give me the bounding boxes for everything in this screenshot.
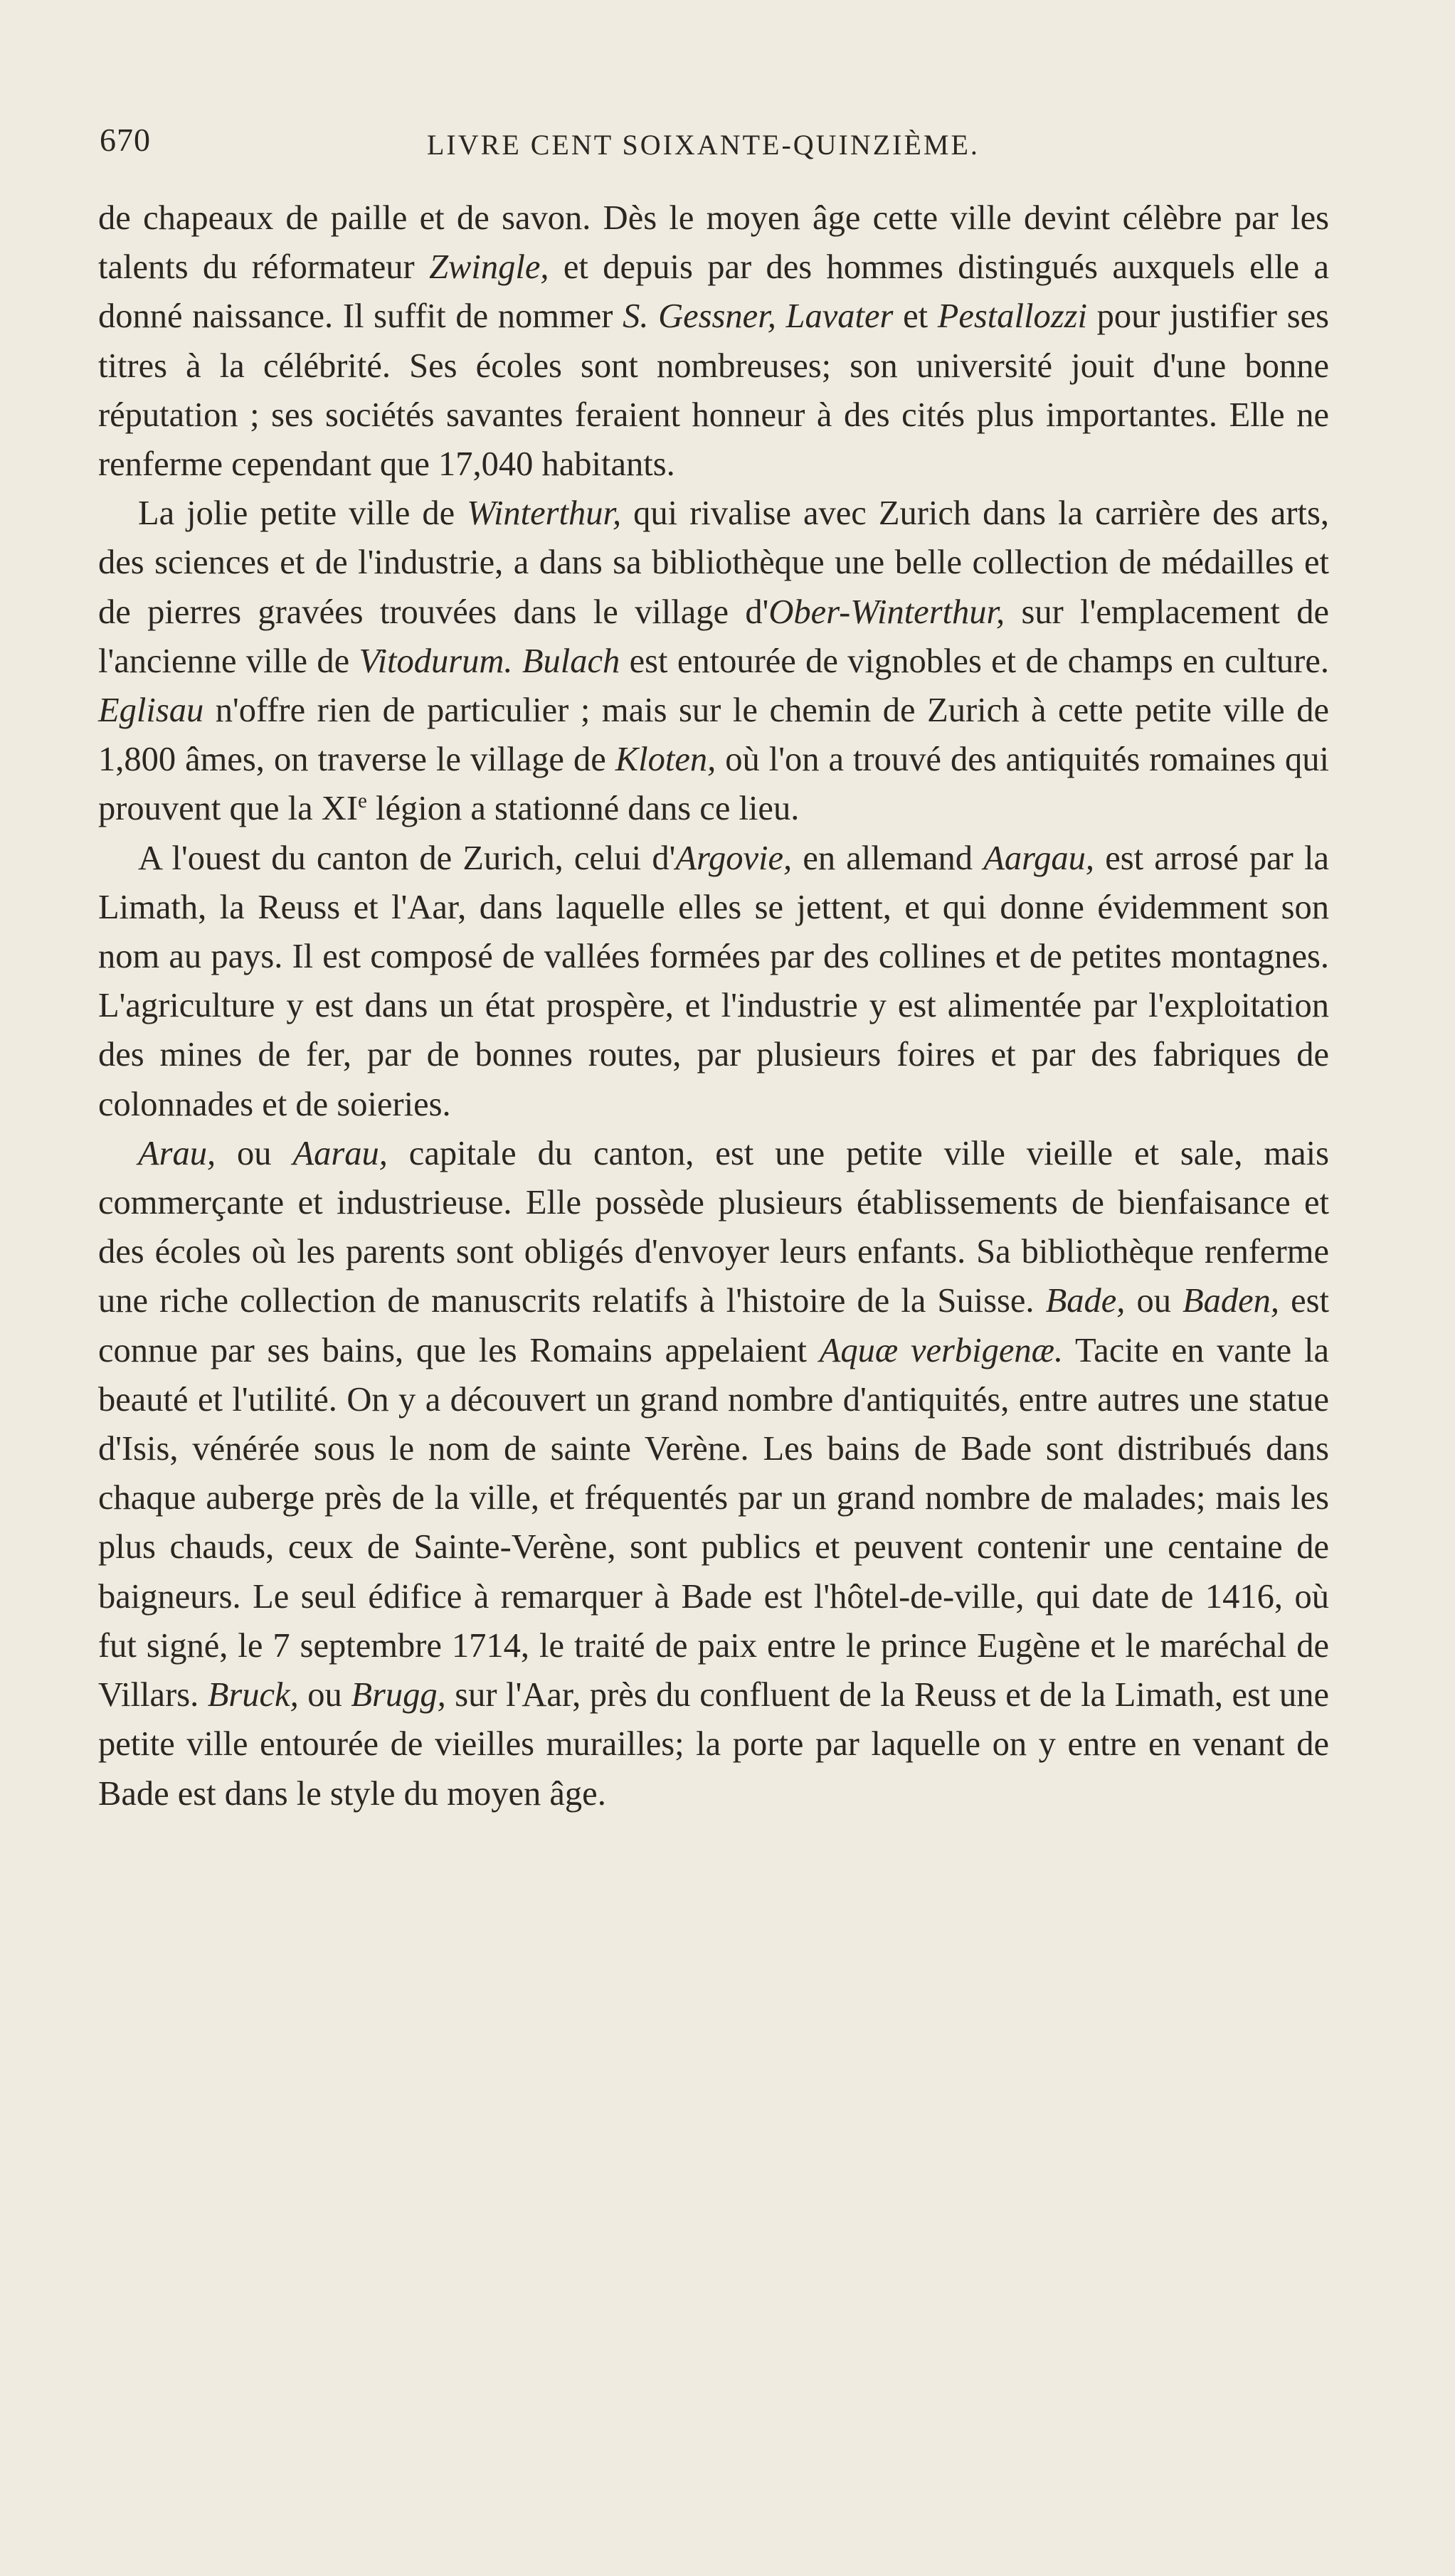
body-text (98, 194, 1329, 1818)
italic-run: Bruck, (207, 1676, 299, 1714)
text-run: et (893, 297, 938, 336)
italic-run: Eglisau (98, 691, 204, 730)
italic-run: Aquæ verbigenæ. (819, 1331, 1064, 1369)
text-run: n'offre rien de particulier ; mais sur le chemin de Zurich à cette petite ville de 1,800 âmes, on traverse le village de (98, 691, 1329, 779)
text-run: légion a stationné dans ce lieu. (366, 790, 800, 828)
italic-run: S. Gessner, Lavater (623, 297, 894, 336)
italic-run: Ober-Winterthur, (768, 593, 1005, 631)
text-run: ou (298, 1676, 351, 1714)
italic-run: Arau, (138, 1134, 216, 1172)
italic-run: Argovie, (675, 839, 793, 877)
text-run: Tacite en vante la beauté et l'utilité. On y a découvert un grand nombre d'antiquités, entre autres une statue d'Isis, vénérée sous le nom de sainte Verène. Les bains de Bade sont distribués dans chaque auberge près de la ville, et fréquentés par un grand nombre de malades; mais les plus chauds, ceux de Sainte-Verène, sont publics et peuvent contenir une centaine de baigneurs. Le seul édifice à remarquer à Bade est l'hôtel-de-ville, qui date de 1416, où fut signé, le 7 septembre 1714, le traité de paix entre le prince Eugène et le maréchal de Villars. (98, 1331, 1329, 1714)
text-run: est arrosé par la Limath, la Reuss et l'Aar, dans laquelle elles se jettent, et qui donne évidemment son nom au pays. Il est composé de vallées formées par des collines et de petites montagnes. L'agriculture y est dans un état prospère, et l'industrie y est alimentée par l'exploitation des mines de fer, par de bonnes routes, par plusieurs foires et par des fabriques de colonnades et de soieries. (98, 839, 1330, 1123)
text-run: où l'on a trouvé des antiquités romaines qui prouvent que la XI (98, 741, 1330, 828)
paragraph (98, 834, 1329, 1129)
italic-run: Zwingle, (429, 248, 549, 287)
text-run: qui rivalise avec Zurich dans la carrière des arts, des sciences et de l'industrie, a dans sa bibliothèque une belle collection de médailles et de pierres gravées trouvées dans le village d' (98, 494, 1330, 631)
italic-run: Bade, (1045, 1282, 1126, 1320)
italic-run: Winterthur, (467, 494, 622, 533)
running-title: LIVRE CENT SOIXANTE-QUINZIÈME. (427, 129, 980, 161)
page-header (0, 121, 1455, 171)
superscript-run: e (357, 790, 367, 813)
text-run: capitale du canton, est une petite ville vieille et sale, mais commerçante et industrieuse. Elle possède plusieurs établissements de bienfaisance et des écoles où les parents sont obligés d'envoyer leurs enfants. Sa bibliothèque renferme une riche collection de manuscrits relatifs à l'histoire de la Suisse. (98, 1134, 1329, 1320)
text-run: et depuis par des hommes distingués auxquels elle a donné naissance. Il suffit de nommer (98, 248, 1329, 336)
page-number: 670 (100, 122, 151, 158)
italic-run: Vitodurum. Bulach (359, 642, 620, 680)
text-run: ou (1125, 1282, 1183, 1320)
paragraph (98, 1129, 1329, 1818)
text-run: est connue par ses bains, que les Romains appelaient (98, 1282, 1329, 1369)
italic-run: Aarau, (292, 1134, 388, 1172)
text-run: est entourée de vignobles et de champs en culture. (620, 642, 1329, 680)
text-run: ou (216, 1134, 293, 1172)
text-run: sur l'Aar, près du confluent de la Reuss et de la Limath, est une petite ville entourée de vieilles murailles; la porte par laquelle on y entre en venant de Bade est dans le style du moyen âge. (98, 1676, 1330, 1813)
italic-run: Kloten, (615, 741, 716, 779)
text-run: sur l'emplacement de l'ancienne ville de (98, 593, 1329, 680)
text-run: pour justifier ses titres à la célébrité. Ses écoles sont nombreuses; son université jouit d'une bonne réputation ; ses sociétés savantes feraient honneur à des cités plus importantes. Elle ne renferme cependant que 17,040 habitants. (98, 297, 1329, 484)
paragraph (98, 194, 1329, 489)
italic-run: Aargau, (983, 839, 1095, 877)
italic-run: Pestallozzi (937, 297, 1087, 336)
text-run: en allemand (792, 839, 984, 877)
text-run: de chapeaux de paille et de savon. Dès le moyen âge cette ville devint célèbre par les talents du réformateur (98, 199, 1329, 287)
italic-run: Brugg, (351, 1676, 446, 1714)
paragraph (98, 489, 1329, 833)
text-run: La jolie petite ville de (138, 494, 467, 533)
italic-run: Baden, (1182, 1282, 1280, 1320)
text-run: A l'ouest du canton de Zurich, celui d' (138, 839, 676, 877)
